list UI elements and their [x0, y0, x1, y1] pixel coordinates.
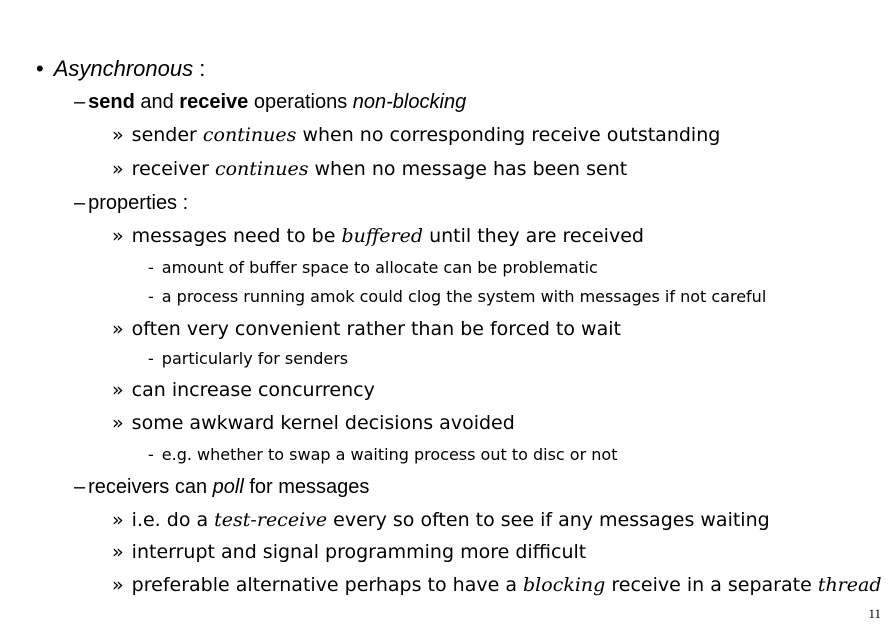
item-buffered — [112, 225, 644, 247]
item-poll — [74, 476, 369, 499]
text-pre: receiver — [131, 158, 215, 180]
receive-word: receive — [179, 91, 249, 113]
item-convenient — [112, 318, 621, 340]
leaf-marker: - — [148, 258, 154, 277]
heading-suffix: : — [193, 56, 206, 81]
item-kernel — [112, 412, 515, 434]
leaf-marker: - — [148, 287, 154, 306]
text-pre: preferable alternative perhaps to have a — [131, 574, 524, 596]
item-concurrency — [112, 379, 375, 401]
dash-marker: – — [74, 91, 86, 113]
item-swap — [148, 445, 617, 464]
text-em: poll — [212, 476, 244, 498]
sub-marker: » — [112, 124, 124, 146]
item-preferable — [112, 574, 882, 596]
interrupt-text: interrupt and signal programming more difficult — [131, 541, 587, 563]
item-senders — [148, 349, 348, 368]
leaf-marker: - — [148, 445, 154, 464]
bullet-asynchronous — [36, 56, 205, 82]
kernel-text: some awkward kernel decisions avoided — [131, 412, 515, 434]
sub-marker: » — [112, 574, 124, 596]
text-post: when no corresponding receive outstanding — [296, 124, 721, 146]
text-em: continues — [214, 158, 309, 180]
text-post: when no message has been sent — [308, 158, 628, 180]
text-pre: receivers can — [88, 476, 213, 498]
blocking-em: blocking — [523, 574, 606, 596]
dash-marker: – — [74, 476, 86, 498]
thread-em: thread — [817, 574, 882, 596]
concurrency-text: can increase concurrency — [131, 379, 375, 401]
sub-marker: » — [112, 412, 124, 434]
text-post: until they are received — [423, 225, 644, 247]
text-em: continues — [202, 124, 297, 146]
sub-marker: » — [112, 318, 124, 340]
senders-text: particularly for senders — [161, 349, 349, 368]
text-em: test-receive — [214, 509, 328, 531]
item-send-receive — [74, 91, 466, 114]
buffer-space-text: amount of buffer space to allocate can be problematic — [161, 258, 598, 277]
properties-text: properties : — [88, 192, 189, 214]
text-em: buffered — [341, 225, 424, 247]
item-receiver-continues — [112, 158, 627, 180]
swap-text: e.g. whether to swap a waiting process out to disc or not — [161, 445, 618, 464]
text-pre: sender — [131, 124, 203, 146]
leaf-marker: - — [148, 349, 154, 368]
text-post: every so often to see if any messages waiting — [327, 509, 770, 531]
item-buffer-space — [148, 258, 598, 277]
text-mid: receive in a separate — [605, 574, 818, 596]
item-interrupt — [112, 541, 586, 563]
item-sender-continues — [112, 124, 720, 146]
page-number: 11 — [868, 606, 881, 621]
sub-marker: » — [112, 158, 124, 180]
item-properties — [74, 192, 188, 215]
sub-marker: » — [112, 541, 124, 563]
convenient-text: often very convenient rather than be forced to wait — [131, 318, 621, 340]
item-amok — [148, 287, 766, 306]
and-text: and — [134, 91, 180, 113]
amok-text: a process running amok could clog the system with messages if not careful — [161, 287, 767, 306]
operations-text: operations — [248, 91, 353, 113]
sub-marker: » — [112, 379, 124, 401]
text-pre: messages need to be — [131, 225, 342, 247]
bullet-marker: • — [36, 56, 44, 81]
item-test-receive — [112, 509, 770, 531]
text-post: for messages — [243, 476, 370, 498]
heading-text: Asynchronous — [53, 56, 194, 81]
text-pre: i.e. do a — [131, 509, 215, 531]
sub-marker: » — [112, 509, 124, 531]
sub-marker: » — [112, 225, 124, 247]
send-word: send — [88, 91, 135, 113]
non-blocking-text: non-blocking — [352, 91, 467, 113]
dash-marker: – — [74, 192, 86, 214]
